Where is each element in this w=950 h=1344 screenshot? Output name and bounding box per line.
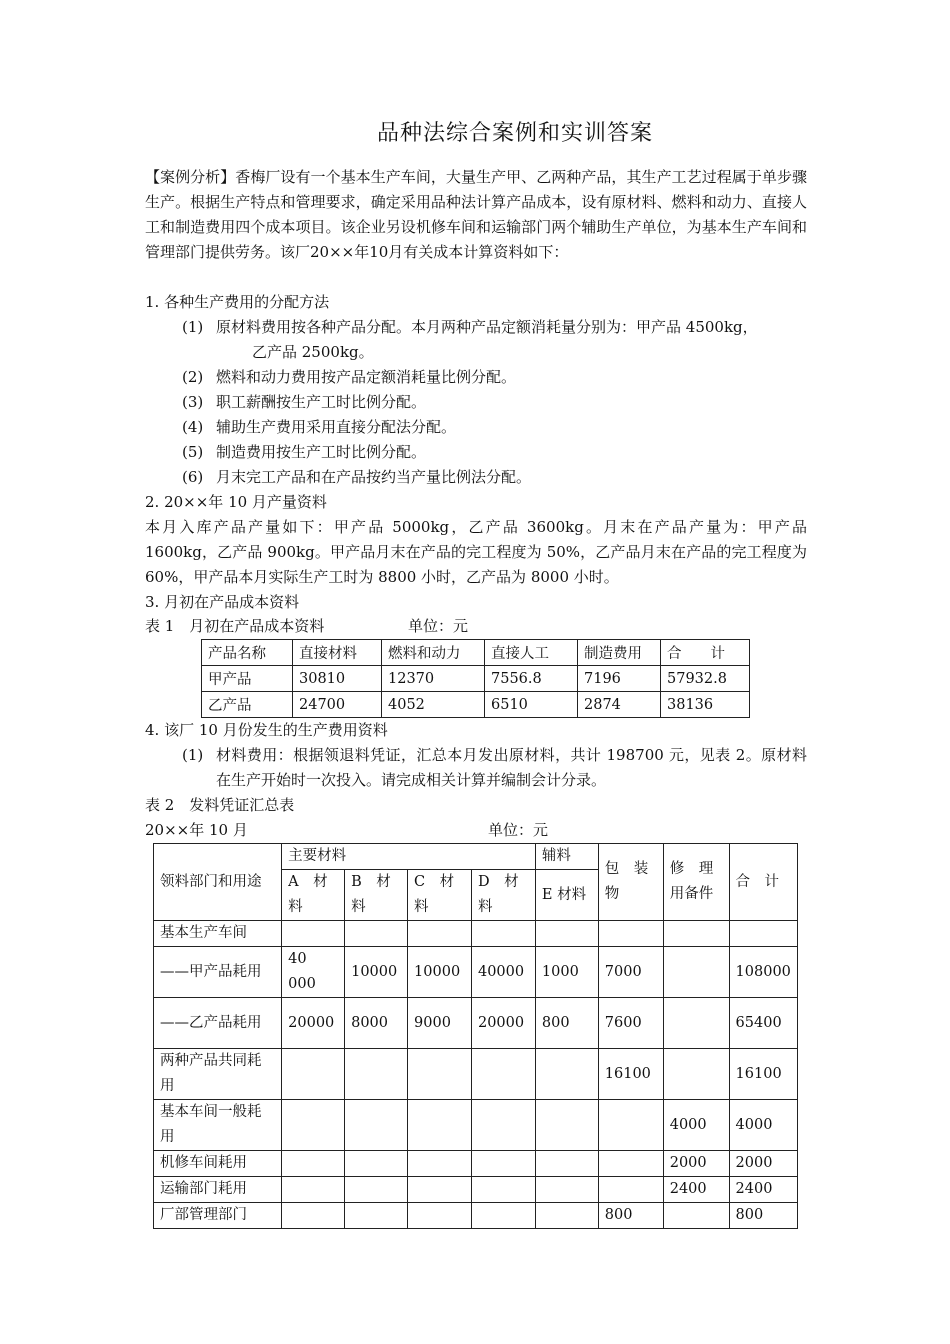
table-cell: 30810	[293, 666, 382, 692]
table-header-row	[202, 640, 750, 666]
table-cell: 厂部管理部门	[154, 1203, 282, 1229]
item-number: (6)	[182, 468, 204, 486]
table-cell: 65400	[729, 998, 797, 1049]
item-text: 原材料费用按各种产品分配。本月两种产品定额消耗量分别为：甲产品 4500kg，	[216, 318, 758, 336]
table-cell	[282, 1151, 345, 1177]
table-cell: 20000	[282, 998, 345, 1049]
page-title: 品种法综合案例和实训答案	[376, 121, 653, 146]
table-row	[154, 1203, 798, 1229]
table-cell	[663, 947, 729, 998]
table-cell	[535, 921, 598, 947]
section1-item-2	[182, 365, 516, 390]
table-row	[154, 1177, 798, 1203]
section1-heading: 1. 各种生产费用的分配方法	[145, 293, 330, 311]
header-cell-d: D 材料	[471, 870, 535, 921]
table-row	[154, 1151, 798, 1177]
table-cell	[282, 1203, 345, 1229]
table-cell: 4000	[663, 1100, 729, 1151]
section1-item-3	[182, 390, 426, 415]
table-cell: 2000	[663, 1151, 729, 1177]
header-cell: 产品名称	[202, 640, 293, 666]
table-cell	[471, 1177, 535, 1203]
table-cell: 7000	[598, 947, 663, 998]
table-cell	[408, 1049, 472, 1100]
header-cell-a: A 材料	[282, 870, 345, 921]
table-cell: 4000	[729, 1100, 797, 1151]
table-header-row	[154, 844, 798, 870]
table-cell	[598, 1151, 663, 1177]
table-cell	[598, 1177, 663, 1203]
table-cell: ——甲产品耗用	[154, 947, 282, 998]
table-cell: 基本生产车间	[154, 921, 282, 947]
table-cell: 40000	[471, 947, 535, 998]
table-cell	[282, 1177, 345, 1203]
table-cell	[471, 1100, 535, 1151]
item-number: (2)	[182, 368, 204, 386]
table-cell	[345, 1203, 408, 1229]
table-cell: 7600	[598, 998, 663, 1049]
header-cell: 直接材料	[293, 640, 382, 666]
table-cell: 800	[598, 1203, 663, 1229]
table-row	[154, 1100, 798, 1151]
section1-item-1-cont: 乙产品 2500kg。	[252, 343, 374, 361]
table-cell: 2000	[729, 1151, 797, 1177]
table-cell: 两种产品共同耗用	[154, 1049, 282, 1100]
table-cell: 9000	[408, 998, 472, 1049]
table-cell: 甲产品	[202, 666, 293, 692]
table-cell	[408, 1151, 472, 1177]
table-material-issue-summary	[153, 843, 798, 1229]
table-cell: 6510	[485, 692, 578, 718]
table1-unit: 单位：元	[408, 617, 469, 635]
section1-item-6	[182, 465, 531, 490]
table-cell	[663, 998, 729, 1049]
header-cell: 直接人工	[485, 640, 578, 666]
table-cell	[345, 1151, 408, 1177]
table-row	[154, 921, 798, 947]
table1-caption: 表 1 月初在产品成本资料	[145, 617, 325, 635]
table-cell	[535, 1177, 598, 1203]
header-cell: 合 计	[661, 640, 750, 666]
section1-item-4	[182, 415, 456, 440]
item-text: 燃料和动力费用按产品定额消耗量比例分配。	[216, 368, 517, 386]
table-cell	[471, 1151, 535, 1177]
table-cell: 基本车间一般耗用	[154, 1100, 282, 1151]
item-number: (5)	[182, 443, 204, 461]
header-cell-c: C 材料	[408, 870, 472, 921]
intro-paragraph: 【案例分析】香梅厂设有一个基本生产车间，大量生产甲、乙两种产品，其生产工艺过程属于单步骤生产。根据生产特点和管理要求，确定采用品种法计算产品成本，设有原材料、燃料和动力、直接人工和制造费用四个成本项目。该企业另设机修车间和运输部门两个辅助生产单位，为基本生产车间和管理部门提供劳务。该厂20××年10月有关成本计算资料如下：	[145, 168, 807, 261]
table-row	[202, 666, 750, 692]
section1-item-1	[182, 315, 758, 340]
item-text: 制造费用按生产工时比例分配。	[216, 443, 427, 461]
table-cell: 12370	[382, 666, 485, 692]
item-number: (4)	[182, 418, 204, 436]
table-cell: 800	[535, 998, 598, 1049]
section2-text: 本月入库产品产量如下：甲产品 5000kg，乙产品 3600kg。月末在产品产量为：甲产品 1600kg，乙产品 900kg。甲产品月末在产品的完工程度为 50%，乙产品月末在产品的完工程度为 60%，甲产品本月实际生产工时为 8800 小时，乙产品为 8000 小时。	[145, 518, 807, 586]
table-cell	[598, 1100, 663, 1151]
table-cell	[535, 1151, 598, 1177]
header-cell: 制造费用	[578, 640, 661, 666]
table-cell	[408, 1177, 472, 1203]
table-cell	[408, 1100, 472, 1151]
table-cell: ——乙产品耗用	[154, 998, 282, 1049]
table-cell: 2400	[729, 1177, 797, 1203]
header-cell-e: E 材料	[535, 870, 598, 921]
table-cell	[471, 921, 535, 947]
table-cell	[598, 921, 663, 947]
section1-item-5	[182, 440, 426, 465]
section4-item-1-number: (1)	[182, 746, 204, 764]
table-cell: 800	[729, 1203, 797, 1229]
section2-heading: 2. 20××年 10 月产量资料	[145, 493, 327, 511]
table-cell	[471, 1049, 535, 1100]
item-number: (1)	[182, 318, 204, 336]
header-cell-main-materials: 主要材料	[282, 844, 536, 870]
table-cell: 38136	[661, 692, 750, 718]
section3-heading: 3. 月初在产品成本资料	[145, 593, 300, 611]
header-cell-aux: 辅料	[535, 844, 598, 870]
item-text: 职工薪酬按生产工时比例分配。	[216, 393, 427, 411]
table-row	[154, 1049, 798, 1100]
table-cell	[408, 921, 472, 947]
table-cell: 10000	[408, 947, 472, 998]
table-cell	[729, 921, 797, 947]
table-cell: 10000	[345, 947, 408, 998]
table-cell: 16100	[598, 1049, 663, 1100]
table-cell: 运输部门耗用	[154, 1177, 282, 1203]
table-cell	[535, 1049, 598, 1100]
table-opening-wip-cost	[201, 639, 750, 718]
table-row	[202, 692, 750, 718]
table-cell	[663, 921, 729, 947]
header-cell-repair-parts: 修 理用备件	[663, 844, 729, 921]
header-cell-b: B 材料	[345, 870, 408, 921]
header-cell: 燃料和动力	[382, 640, 485, 666]
table-cell: 1000	[535, 947, 598, 998]
header-cell-packaging: 包 装物	[598, 844, 663, 921]
table-cell: 机修车间耗用	[154, 1151, 282, 1177]
table-row	[154, 998, 798, 1049]
table-cell: 108000	[729, 947, 797, 998]
table-cell: 8000	[345, 998, 408, 1049]
table-cell	[345, 1100, 408, 1151]
table-cell: 7556.8	[485, 666, 578, 692]
item-text: 辅助生产费用采用直接分配法分配。	[216, 418, 457, 436]
table-cell: 24700	[293, 692, 382, 718]
table-cell: 7196	[578, 666, 661, 692]
section4-heading: 4. 该厂 10 月份发生的生产费用资料	[145, 721, 388, 739]
table-cell: 40 000	[282, 947, 345, 998]
table-cell	[345, 1177, 408, 1203]
table-cell: 16100	[729, 1049, 797, 1100]
table2-unit: 单位：元	[488, 821, 549, 839]
table-cell	[663, 1203, 729, 1229]
table-cell: 乙产品	[202, 692, 293, 718]
table-cell	[535, 1100, 598, 1151]
section4-item-1-text: 材料费用：根据领退料凭证，汇总本月发出原材料，共计 198700 元，见表 2。原材料在生产开始时一次投入。请完成相关计算并编制会计分录。	[216, 746, 807, 789]
item-text: 月末完工产品和在产品按约当产量比例法分配。	[216, 468, 532, 486]
table-cell	[535, 1203, 598, 1229]
header-cell-total: 合 计	[729, 844, 797, 921]
table-cell	[345, 921, 408, 947]
table2-date: 20××年 10 月	[145, 821, 248, 839]
table-cell	[345, 1049, 408, 1100]
table-cell	[471, 1203, 535, 1229]
table-cell	[282, 1049, 345, 1100]
table-cell	[408, 1203, 472, 1229]
table-cell: 20000	[471, 998, 535, 1049]
table-cell: 2400	[663, 1177, 729, 1203]
table-cell	[663, 1049, 729, 1100]
table-cell	[282, 921, 345, 947]
table-row	[154, 947, 798, 998]
table-cell: 4052	[382, 692, 485, 718]
table-cell: 2874	[578, 692, 661, 718]
header-cell-dept: 领料部门和用途	[154, 844, 282, 921]
table2-caption: 表 2 发料凭证汇总表	[145, 796, 295, 814]
item-number: (3)	[182, 393, 204, 411]
table-cell	[282, 1100, 345, 1151]
table-cell: 57932.8	[661, 666, 750, 692]
